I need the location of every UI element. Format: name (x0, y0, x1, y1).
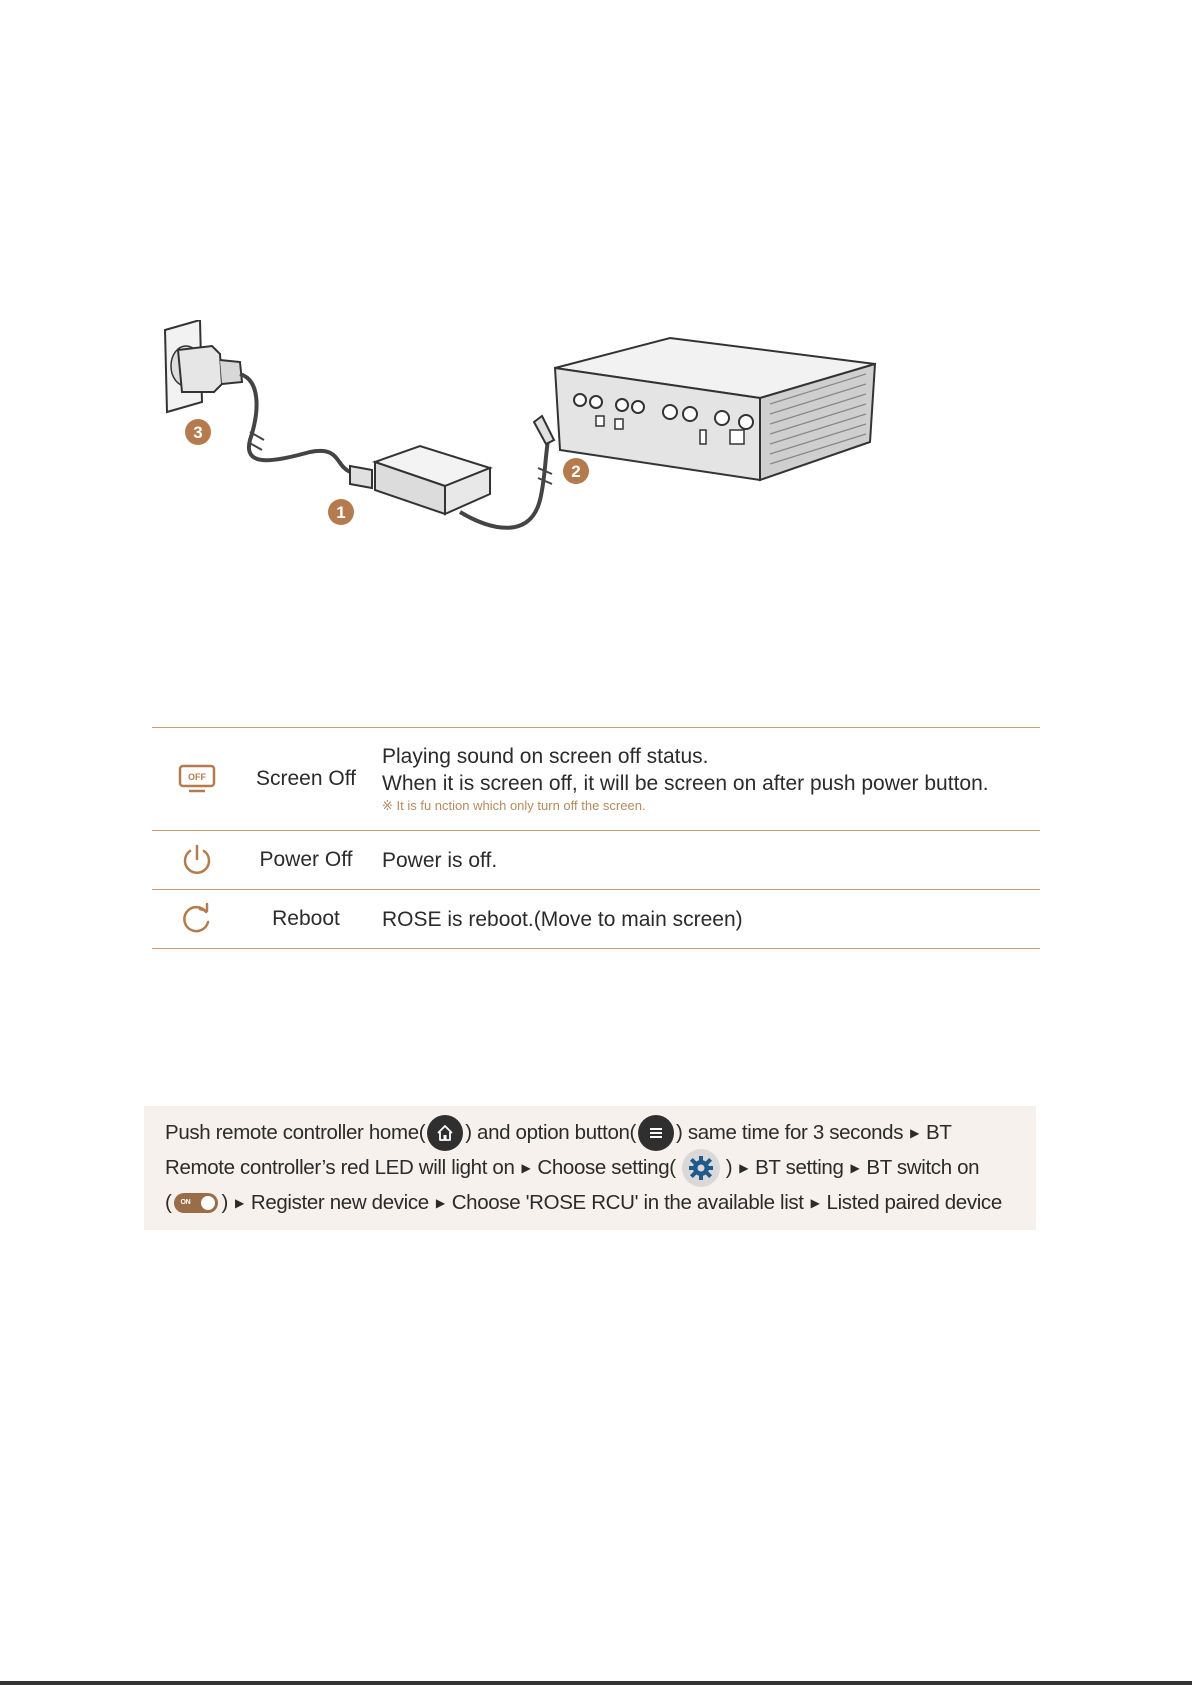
instruction-line-2 (165, 1150, 1036, 1185)
rose-device (555, 338, 875, 480)
instruction-text: BT switch on (866, 1155, 980, 1179)
menu-icon (638, 1115, 674, 1151)
instruction-text: BT setting (755, 1155, 844, 1179)
table-row-power-off (152, 831, 1040, 890)
toggle-label: ON (180, 1199, 191, 1206)
page-bottom-edge (0, 1681, 1192, 1685)
function-description (370, 743, 1040, 815)
power-icon (152, 843, 242, 877)
power-cable-1 (240, 374, 350, 472)
toggle-knob (200, 1195, 216, 1211)
instruction-text: Listed paired device (826, 1190, 1002, 1214)
svg-text:3: 3 (193, 423, 203, 442)
instruction-text: ) (221, 1190, 228, 1214)
arrow-right-icon: ▶ (910, 1125, 920, 1140)
description-line: When it is screen off, it will be screen on after push power button. (382, 772, 989, 795)
power-function-table (152, 727, 1040, 949)
arrow-right-icon: ▶ (234, 1195, 244, 1210)
home-icon (427, 1115, 463, 1151)
instruction-text: Push remote controller home( (165, 1120, 426, 1144)
svg-text:OFF: OFF (188, 772, 206, 782)
function-description (370, 906, 1040, 933)
table-row-screen-off (152, 728, 1040, 831)
instruction-text: ) same time for 3 seconds (676, 1120, 904, 1144)
power-plug (178, 346, 242, 392)
power-connection-illustration (150, 320, 890, 560)
instruction-text: Choose 'ROSE RCU' in the available list (451, 1190, 804, 1214)
instruction-line-1 (165, 1115, 1036, 1150)
step-badge-2 (563, 458, 589, 484)
instruction-text: ) (725, 1155, 733, 1179)
reboot-icon (152, 902, 242, 936)
instruction-text: Choose setting( (537, 1155, 676, 1179)
function-name: Reboot (272, 907, 340, 930)
description-line: ROSE is reboot.(Move to main screen) (382, 907, 743, 931)
instruction-text: ( (165, 1190, 172, 1214)
arrow-right-icon: ▶ (739, 1160, 749, 1175)
power-adapter (375, 446, 490, 514)
gear-icon (682, 1149, 720, 1187)
screen-off-icon (152, 764, 242, 794)
instruction-text: Remote controller’s red LED will light on (165, 1155, 515, 1179)
svg-text:1: 1 (336, 503, 346, 522)
instruction-line-3 (165, 1185, 1036, 1220)
arrow-right-icon: ▶ (850, 1160, 860, 1175)
remote-pairing-instructions (144, 1106, 1036, 1230)
function-name: Power Off (259, 848, 353, 871)
function-name: Screen Off (256, 767, 356, 790)
power-connection-diagram (150, 320, 890, 560)
function-note: ※ It is fu nction which only turn off the screen. (382, 798, 646, 813)
step-badge-3 (185, 419, 211, 445)
table-row-reboot (152, 890, 1040, 949)
description-line: Playing sound on screen off status. (382, 745, 709, 768)
description-line: Power is off. (382, 848, 498, 872)
instruction-text: Register new device (250, 1190, 429, 1214)
instruction-text: ) and option button( (465, 1120, 637, 1144)
arrow-right-icon: ▶ (810, 1195, 820, 1210)
step-badge-1 (328, 499, 354, 525)
toggle-on-icon (174, 1193, 218, 1213)
function-description (370, 847, 1040, 874)
instruction-text: BT (926, 1120, 952, 1144)
arrow-right-icon: ▶ (521, 1160, 531, 1175)
arrow-right-icon: ▶ (435, 1195, 445, 1210)
svg-text:2: 2 (571, 462, 581, 481)
